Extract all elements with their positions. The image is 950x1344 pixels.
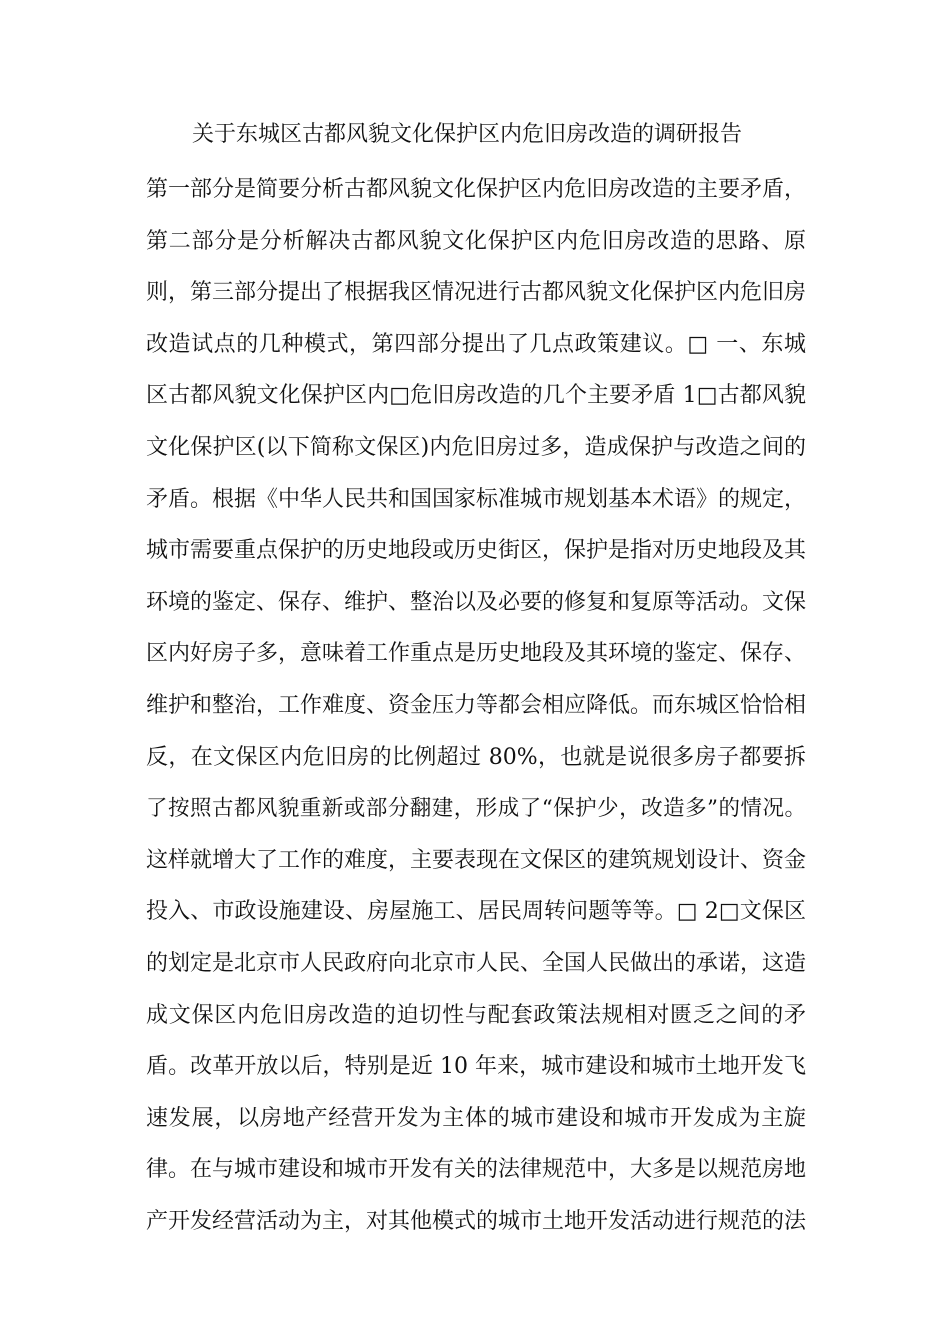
body-line-19: 速发展，以房地产经营开发为主体的城市建设和城市开发成为主旋: [146, 1105, 806, 1131]
body-line-11: 维护和整治，工作难度、资金压力等都会相应降低。而东城区恰恰相: [146, 692, 807, 718]
body-line-8: 城市需要重点保护的历史地段或历史街区，保护是指对历史地段及其: [146, 538, 807, 564]
body-line-1: 第一部分是简要分析古都风貌文化保护区内危旧房改造的主要矛盾，: [146, 177, 807, 202]
body-line-16: 的划定是北京市人民政府向北京市人民、全国人民做出的承诺，这造: [146, 950, 807, 976]
body-line-17: 成文保区内危旧房改造的迫切性与配套政策法规相对匮乏之间的矛: [146, 1002, 806, 1028]
body-line-5: 区古都风貌文化保护区内□危旧房改造的几个主要矛盾 1□古都风貌: [146, 383, 806, 409]
body-line-13: 了按照古都风貌重新或部分翻建，形成了“保护少，改造多”的情况。: [146, 796, 806, 822]
document-title: 关于东城区古都风貌文化保护区内危旧房改造的调研报告: [192, 122, 743, 147]
body-line-18: 盾。改革开放以后，特别是近 10 年来，城市建设和城市土地开发飞: [146, 1054, 806, 1080]
body-line-7: 矛盾。根据《中华人民共和国国家标准城市规划基本术语》的规定，: [146, 486, 807, 512]
document-body: [146, 164, 806, 1247]
body-line-10: 区内好房子多，意味着工作重点是历史地段及其环境的鉴定、保存、: [146, 641, 807, 667]
body-line-4: 改造试点的几种模式，第四部分提出了几点政策建议。□ 一、东城: [146, 331, 806, 357]
body-line-14: 这样就增大了工作的难度，主要表现在文保区的建筑规划设计、资金: [146, 847, 807, 873]
body-line-12: 反，在文保区内危旧房的比例超过 80%，也就是说很多房子都要拆: [146, 744, 806, 770]
body-line-6: 文化保护区(以下简称文保区)内危旧房过多，造成保护与改造之间的: [146, 434, 806, 460]
body-line-21: 产开发经营活动为主，对其他模式的城市土地开发活动进行规范的法: [146, 1208, 807, 1234]
body-line-9: 环境的鉴定、保存、维护、整治以及必要的修复和复原等活动。文保: [146, 589, 807, 615]
body-line-15: 投入、市政设施建设、房屋施工、居民周转问题等等。□ 2□文保区: [146, 899, 806, 925]
body-line-20: 律。在与城市建设和城市开发有关的法律规范中，大多是以规范房地: [146, 1157, 807, 1183]
body-line-3: 则，第三部分提出了根据我区情况进行古都风貌文化保护区内危旧房: [146, 280, 807, 306]
body-line-2: 第二部分是分析解决古都风貌文化保护区内危旧房改造的思路、原: [146, 228, 806, 254]
